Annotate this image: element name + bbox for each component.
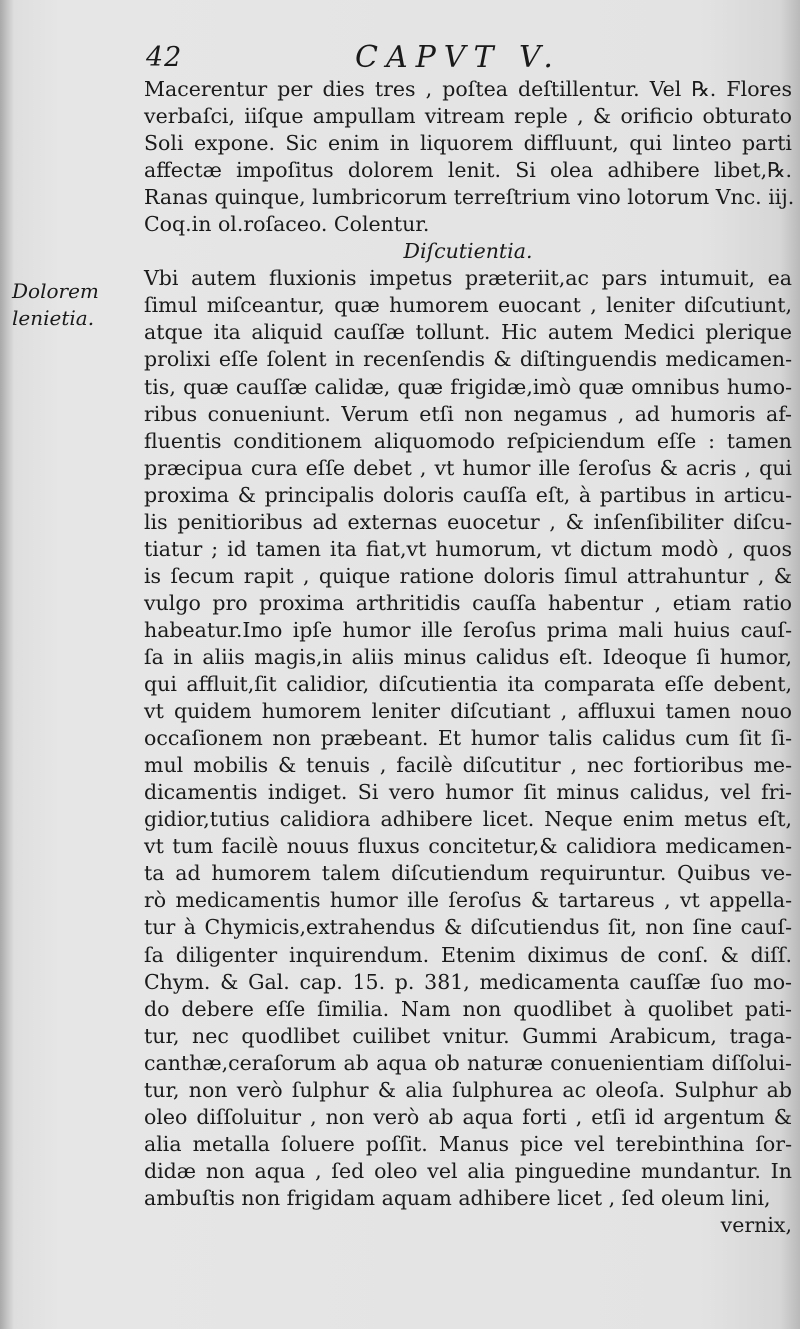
text-line: ambuſtis non frigidam aquam adhibere licet , ſed oleum lini,: [144, 1185, 771, 1210]
text-line: Vbi autem fluxionis impetus præteriit,ac pars intumuit, ea: [144, 266, 792, 291]
text-line: Macerentur per dies tres , poſtea deſtillentur. Vel ℞. Flores: [144, 77, 792, 101]
text-line: tur, non verò ſulphur & alia ſulphurea ac oleoſa. Sulphur ab: [144, 1077, 792, 1102]
page-number: 42: [146, 42, 183, 73]
text-line: ta ad humorem talem diſcutiendum requiruntur. Quibus ve-: [144, 861, 792, 886]
text-line: gidior,tutius calidiora adhibere licet. Neque enim metus eſt,: [144, 807, 792, 832]
text-line: Chym. & Gal. cap. 15. p. 381, medicamenta cauſſæ ſuo mo-: [144, 969, 792, 994]
catchword: vernix,: [720, 1212, 792, 1237]
text-line: dicamentis indiget. Si vero humor ſit minus calidus, vel fri-: [144, 780, 792, 805]
text-line: mul mobilis & tenuis , facilè diſcutitur , nec fortioribus me-: [144, 753, 792, 778]
text-line: ſa diligenter inquirendum. Etenim diximus de conſ. & diſſ.: [144, 942, 792, 967]
text-line: oleo diſſoluitur , non verò ab aqua forti , etſi id argentum &: [144, 1104, 792, 1129]
text-line: verbaſci, iiſque ampullam vitream reple , & orificio obturato: [144, 104, 792, 129]
text-line: prolixi eſſe ſolent in recenſendis & diſtinguendis medicamen-: [144, 347, 792, 372]
text-line: Ranas quinque, lumbricorum terreſtrium vino lotorum Vnc. iij.: [144, 185, 795, 210]
text-line: habeatur.Imo ipſe humor ille ſeroſus prima mali huius cauſ-: [144, 617, 792, 642]
text-line: proxima & principalis doloris cauſſa eſt, à partibus in articu-: [144, 482, 792, 507]
text-line: qui affluit,ſit calidior, diſcutientia ita comparata eſſe debent,: [144, 672, 792, 697]
body-text: [144, 76, 795, 1239]
text-line: Soli expone. Sic enim in liquorem diffluunt, qui linteo parti: [144, 131, 792, 156]
text-line: didæ non aqua , ſed oleo vel alia pinguedine mundantur. In: [144, 1158, 792, 1183]
chapter-title: CAPVT V.: [355, 40, 561, 75]
text-line: præcipua cura eſſe debet , vt humor ille ſeroſus & acris , qui: [144, 455, 792, 480]
text-line: Coq.in ol.roſaceo. Colentur.: [144, 212, 430, 237]
text-line: tur, nec quodlibet cuilibet vnitur. Gummi Arabicum, traga-: [144, 1023, 792, 1048]
text-line: rò medicamentis humor ille ſeroſus & tartareus , vt appella-: [144, 888, 792, 913]
running-head: [0, 36, 800, 76]
text-line: vt quidem humorem leniter diſcutiant , affluxui tamen nouo: [144, 699, 792, 724]
text-line: ribus conueniunt. Verum etſi non negamus , ad humoris af-: [144, 401, 792, 426]
text-line: tur à Chymicis,extrahendus & diſcutiendus ſit, non ſine cauſ-: [144, 915, 792, 940]
text-line: ſimul miſceantur, quæ humorem euocant , leniter diſcutiunt,: [144, 293, 792, 318]
text-line: do debere eſſe ſimilia. Nam non quodlibet à quolibet pati-: [144, 996, 792, 1021]
text-line: tiatur ; id tamen ita fiat,vt humorum, vt dictum modò , quos: [144, 536, 792, 561]
section-heading: Diſcutientia.: [403, 239, 533, 264]
text-line: affectæ impoſitus dolorem lenit. Si olea adhibere libet,℞.: [144, 158, 792, 183]
margin-note-line: Dolorem: [12, 279, 99, 303]
text-line: atque ita aliquid cauſſæ tollunt. Hic autem Medici plerique: [144, 320, 792, 345]
text-line: canthæ,ceraſorum ab aqua ob naturæ conuenientiam diſſolui-: [144, 1050, 792, 1075]
text-line: alia metalla ſoluere poſſit. Manus pice vel terebinthina ſor-: [144, 1131, 792, 1156]
margin-note: [12, 278, 142, 332]
text-line: vulgo pro proxima arthritidis cauſſa habentur , etiam ratio: [144, 590, 792, 615]
text-line: ſa in aliis magis,in aliis minus calidus eſt. Ideoque ſi humor,: [144, 644, 792, 669]
margin-note-line: lenietia.: [12, 306, 95, 330]
text-line: tis, quæ cauſſæ calidæ, quæ frigidæ,imò quæ omnibus humo-: [144, 374, 792, 399]
text-line: is ſecum rapit , quique ratione doloris ſimul attrahuntur , &: [144, 563, 792, 588]
text-line: fluentis conditionem aliquomodo reſpiciendum eſſe : tamen: [144, 428, 792, 453]
text-line: vt tum facilè nouus fluxus concitetur,& calidiora medicamen-: [144, 834, 792, 859]
text-line: occaſionem non præbeant. Et humor talis calidus cum ſit ſi-: [144, 726, 792, 751]
text-line: lis penitioribus ad externas euocetur , & inſenſibiliter diſcu-: [144, 509, 792, 534]
